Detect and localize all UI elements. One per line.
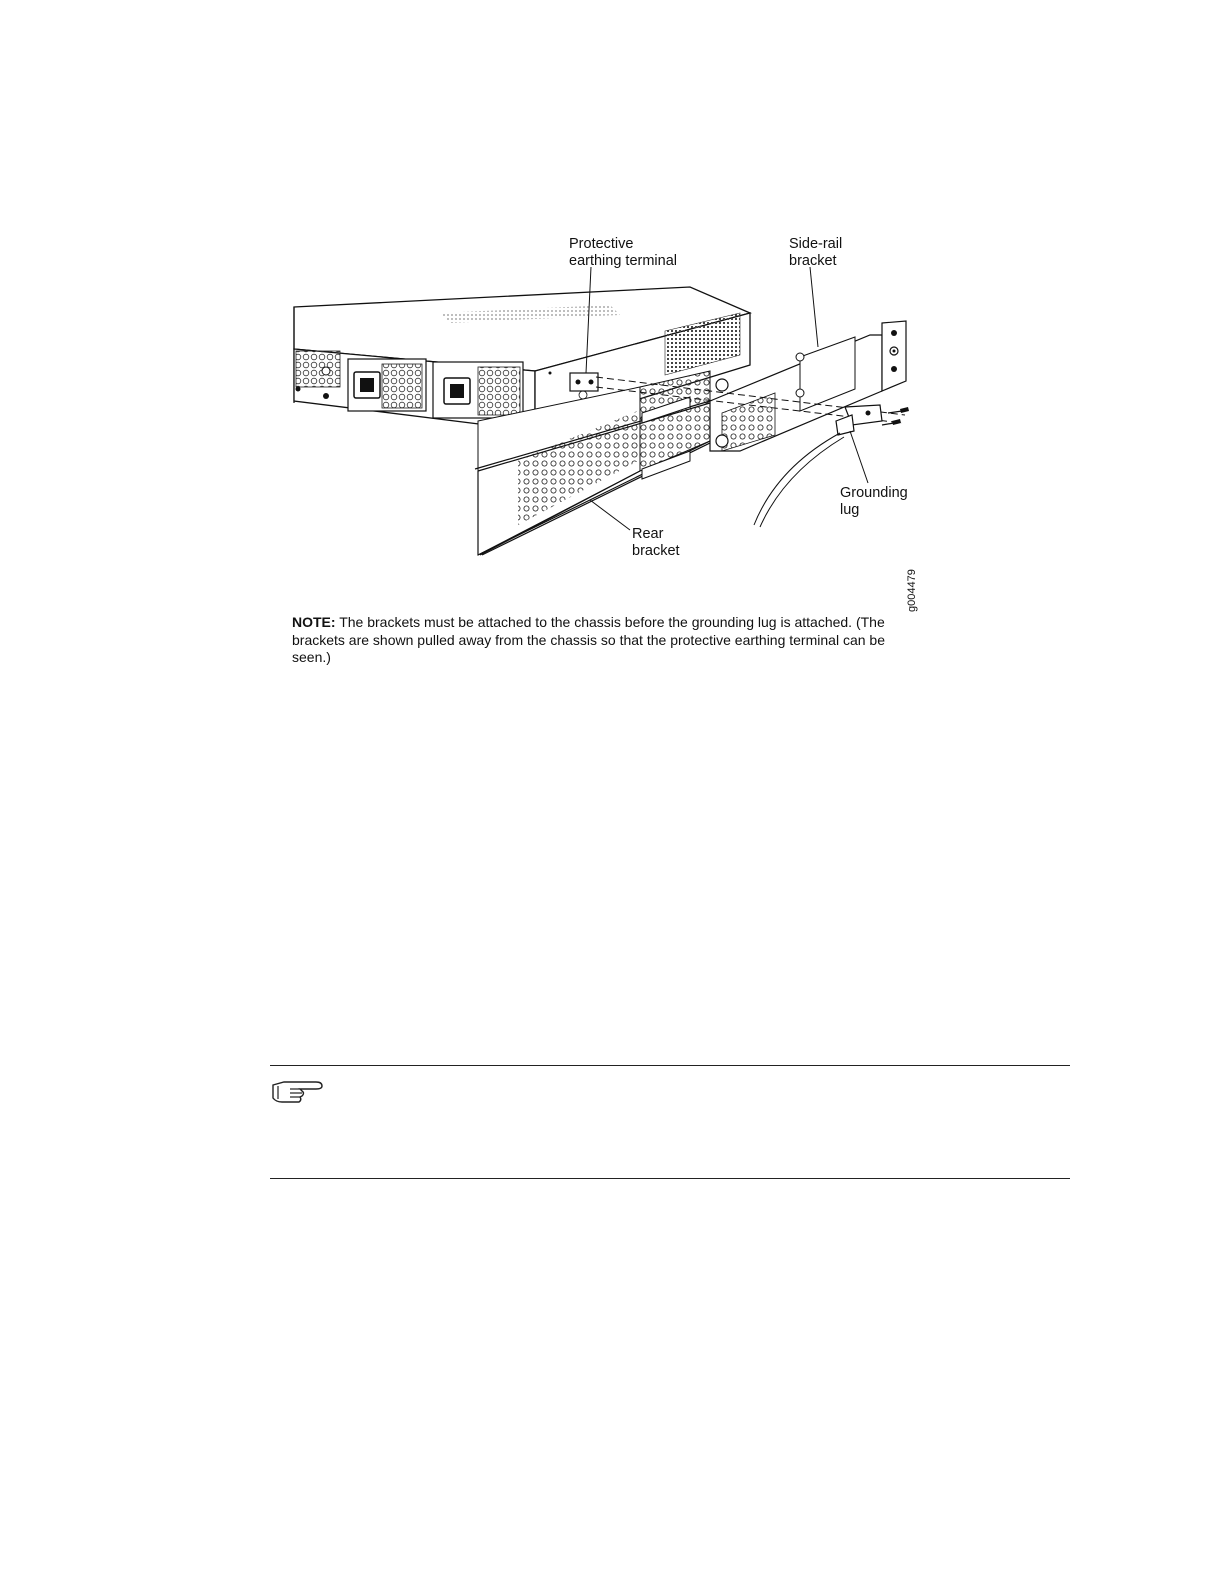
callout-grounding-lug: Grounding lug — [840, 485, 908, 518]
callout-side-rail-bracket: Side-rail bracket — [789, 236, 843, 269]
figure-caption — [292, 614, 892, 667]
callout-rear-bracket: Rear bracket — [632, 526, 680, 559]
grounding-cable — [754, 433, 840, 525]
chassis-drawing — [270, 225, 950, 625]
caption-note-label: NOTE: — [292, 614, 336, 630]
callout-protective-earthing-terminal: Protective earthing terminal — [569, 236, 677, 269]
note-top-rule — [270, 1065, 1070, 1066]
pointing-hand-icon — [270, 1079, 326, 1110]
caption-text: The brackets must be attached to the chassis before the grounding lug is attached. (The brackets are shown pulled away from the chassis so that the protective earthing terminal can be seen.) — [292, 614, 885, 665]
note-bottom-rule — [270, 1178, 1070, 1179]
figure-id: g004479 — [906, 569, 918, 612]
grounding-illustration — [270, 225, 950, 625]
earthing-terminal — [570, 373, 598, 391]
